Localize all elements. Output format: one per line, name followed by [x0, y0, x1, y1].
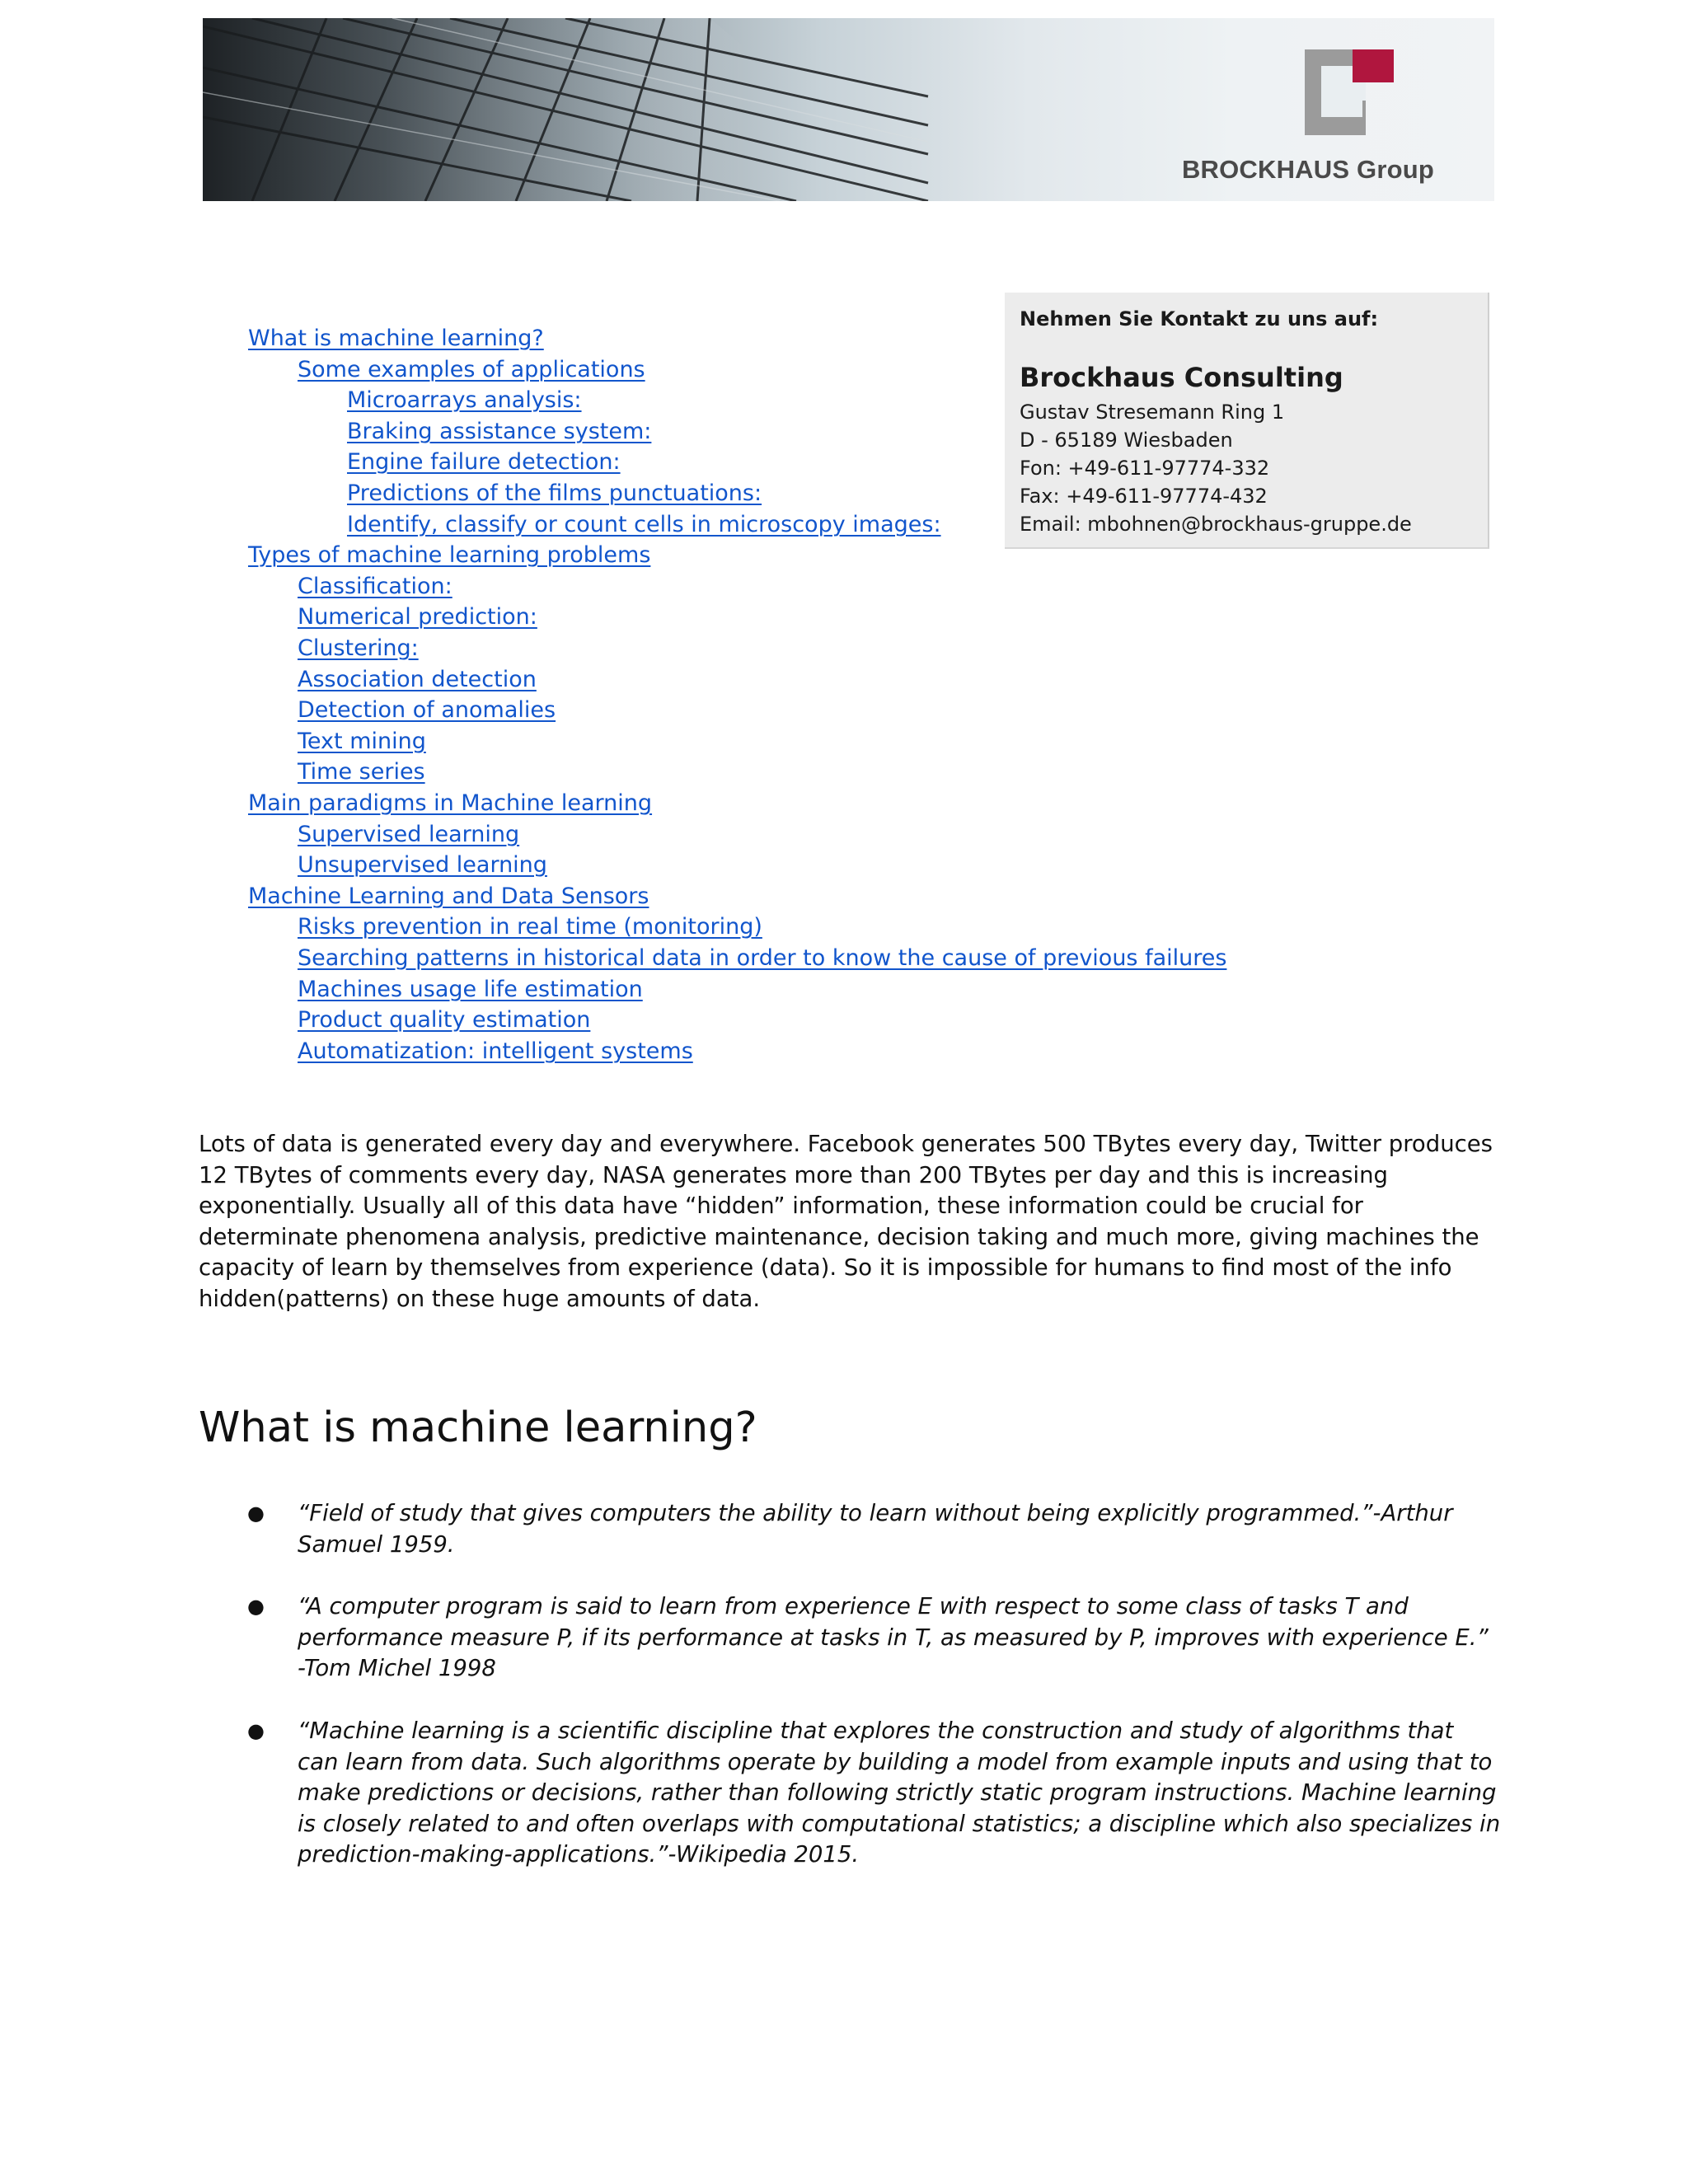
- contact-phone: Fon: +49-611-97774-332: [1020, 457, 1270, 480]
- toc-link-level-2[interactable]: Automatization: intelligent systems: [298, 1038, 693, 1064]
- toc-link-level-2[interactable]: Unsupervised learning: [298, 852, 547, 878]
- toc-link-level-2[interactable]: Product quality estimation: [298, 1007, 591, 1033]
- toc-link-level-1[interactable]: Main paradigms in Machine learning: [248, 790, 653, 816]
- toc-link-level-1[interactable]: What is machine learning?: [248, 326, 544, 351]
- list-item: [247, 1716, 1501, 1871]
- section-heading: What is machine learning?: [199, 1404, 757, 1452]
- toc-link-level-2[interactable]: Searching patterns in historical data in order to know the cause of previous failures: [298, 945, 1227, 971]
- toc-link-level-2[interactable]: Detection of anomalies: [298, 697, 556, 723]
- bullet-icon: ●: [247, 1595, 265, 1618]
- header-banner: [203, 18, 1494, 201]
- toc-link-level-3[interactable]: Braking assistance system:: [347, 419, 652, 444]
- toc-link-level-3[interactable]: Predictions of the films punctuations:: [347, 480, 762, 506]
- quote-text: “Machine learning is a scientific discipline that explores the construction and study of algorithms that can learn from data. Such algorithms operate by building a model from example inputs and using that to make predictions or decisions, rather than following strictly static program instructions. Machine learning is closely related to and often overlaps with computational statistics; a discipline which also specializes in prediction-making-applications.”-Wikipedia 2015.: [298, 1718, 1501, 1868]
- toc-link-level-2[interactable]: Association detection: [298, 667, 537, 692]
- brockhaus-logo: [1160, 49, 1456, 190]
- toc-link-level-1[interactable]: Types of machine learning problems: [248, 542, 651, 568]
- toc-link-level-2[interactable]: Some examples of applications: [298, 357, 645, 382]
- toc-link-level-2[interactable]: Numerical prediction:: [298, 604, 537, 630]
- list-item: [247, 1498, 1501, 1560]
- bullet-icon: ●: [247, 1502, 265, 1525]
- contact-heading: Nehmen Sie Kontakt zu uns auf:: [1020, 307, 1379, 330]
- logo-text: BROCKHAUS Group: [1181, 155, 1435, 184]
- toc-link-level-1[interactable]: Machine Learning and Data Sensors: [248, 883, 649, 909]
- contact-address: Gustav Stresemann Ring 1: [1020, 401, 1285, 424]
- toc-link-level-3[interactable]: Engine failure detection:: [347, 449, 621, 475]
- toc-link-level-2[interactable]: Time series: [298, 759, 425, 785]
- intro-paragraph: Lots of data is generated every day and everywhere. Facebook generates 500 TBytes every day, Twitter produces 12 TBytes of comments every day, NASA generates more than 200 TBytes per day and this is increasing exponentially. Usually all of this data have “hidden” information, these information could be crucial for determinate phenomena analysis, predictive maintenance, decision taking and much more, giving machines the capacity of learn by themselves from experience (data). So it is impossible for humans to find most of the info hidden(patterns) on these huge amounts of data.: [199, 1131, 1493, 1312]
- toc-link-level-2[interactable]: Supervised learning: [298, 822, 520, 847]
- contact-email: Email: mbohnen@brockhaus-gruppe.de: [1020, 513, 1412, 536]
- contact-city: D - 65189 Wiesbaden: [1020, 429, 1233, 452]
- contact-box: [1005, 293, 1489, 549]
- contact-fax: Fax: +49-611-97774-432: [1020, 485, 1268, 508]
- quote-text: “Field of study that gives computers the ability to learn without being explicitly programmed.”-Arthur Samuel 1959.: [298, 1500, 1453, 1558]
- quote-text: “A computer program is said to learn from experience E with respect to some class of tasks T and performance measure P, if its performance at tasks in T, as measured by P, improves with experience E.” -Tom Michel 1998: [298, 1593, 1489, 1682]
- bullet-icon: ●: [247, 1719, 265, 1742]
- toc-link-level-2[interactable]: Text mining: [298, 729, 426, 754]
- toc-link-level-3[interactable]: Identify, classify or count cells in microscopy images:: [347, 512, 941, 537]
- toc-link-level-2[interactable]: Clustering:: [298, 635, 419, 661]
- list-item: [247, 1591, 1501, 1685]
- toc-link-level-3[interactable]: Microarrays analysis:: [347, 387, 582, 413]
- toc-link-level-2[interactable]: Risks prevention in real time (monitoring): [298, 914, 762, 940]
- brockhaus-logo-icon: [1305, 49, 1394, 135]
- contact-company: Brockhaus Consulting: [1020, 362, 1343, 393]
- toc-link-level-2[interactable]: Classification:: [298, 574, 452, 599]
- toc-link-level-2[interactable]: Machines usage life estimation: [298, 977, 643, 1002]
